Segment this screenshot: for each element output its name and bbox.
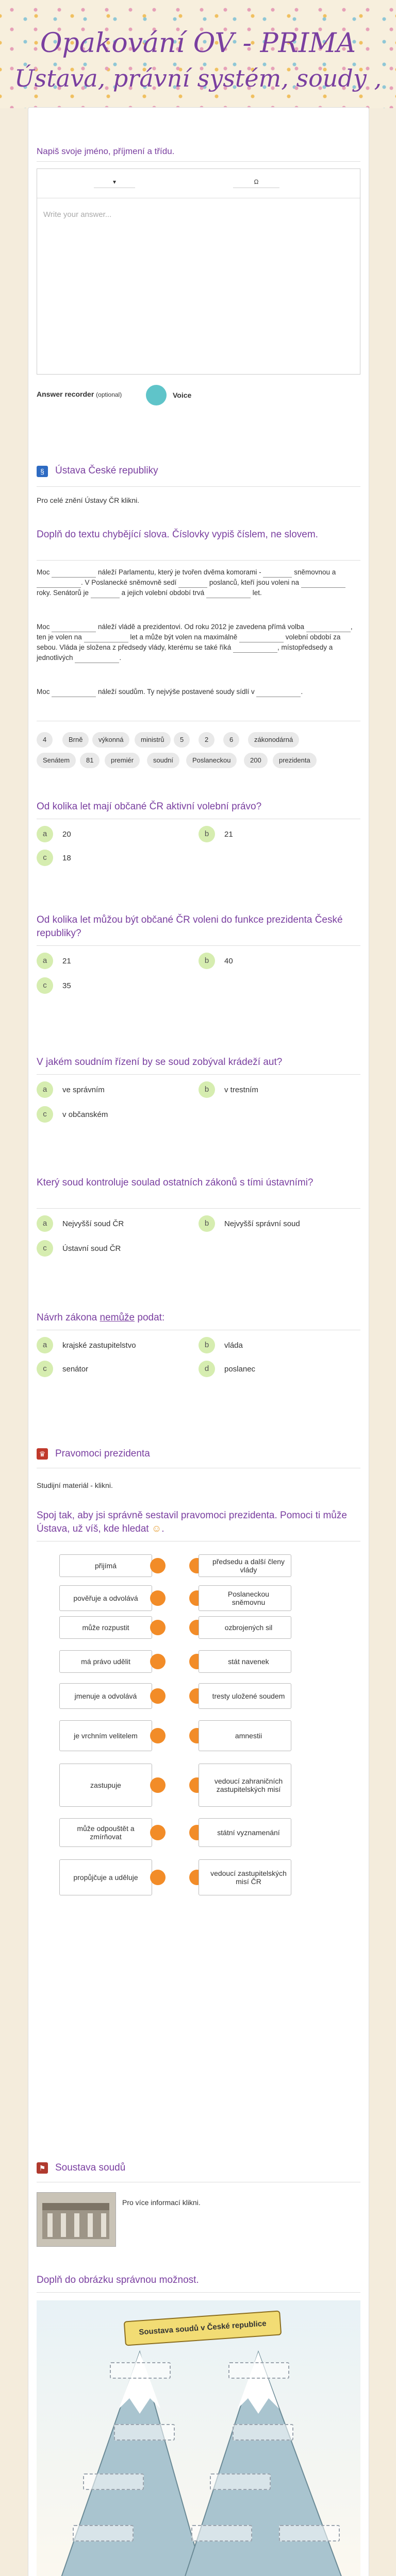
blank-input[interactable] xyxy=(301,580,345,588)
match-right-item[interactable]: amnestii xyxy=(199,1720,291,1751)
match-left-item[interactable]: přijímá xyxy=(59,1554,152,1577)
drop-slot[interactable] xyxy=(83,2473,144,2490)
worksheet-card xyxy=(28,107,369,2576)
blank-input[interactable] xyxy=(37,580,81,588)
voice-label: Voice xyxy=(173,391,192,399)
q-age-vote-title: Od kolika let mají občané ČR aktivní volební právo? xyxy=(37,801,262,812)
title-line-2: Ústava, právní systém, soudy , xyxy=(14,64,382,92)
answer-placeholder: Write your answer... xyxy=(43,210,112,219)
match-connector-dot[interactable] xyxy=(150,1590,166,1606)
divider xyxy=(37,945,360,946)
court-building-image[interactable] xyxy=(37,2192,116,2247)
blank-input[interactable] xyxy=(206,590,251,598)
toolbar-font-control[interactable]: ▾ xyxy=(94,178,135,188)
name-question-title: Napiš svoje jméno, příjmení a třídu. xyxy=(37,146,175,156)
match-connector-dot[interactable] xyxy=(150,1688,166,1704)
title-line-1: Opakování OV - PRIMA xyxy=(40,28,356,59)
match-right-item[interactable]: vedoucí zastupitelských misí ČR xyxy=(199,1859,291,1895)
blank-input[interactable] xyxy=(256,689,301,697)
recorder-label: Answer recorder (optional) xyxy=(37,390,122,398)
answer-option[interactable]: b 21 xyxy=(199,826,233,842)
answer-option[interactable]: b Nejvyšší správní soud xyxy=(199,1215,300,1232)
divider xyxy=(37,1074,360,1075)
microphone-icon[interactable] xyxy=(146,385,167,405)
match-left-item[interactable]: může rozpustit xyxy=(59,1616,152,1639)
answer-option[interactable]: b v trestním xyxy=(199,1081,258,1098)
blank-input[interactable] xyxy=(84,635,128,642)
word-chip[interactable]: 81 xyxy=(80,753,100,768)
section-courts-link[interactable]: Pro více informací klikni. xyxy=(122,2198,201,2207)
blank-input[interactable] xyxy=(52,689,96,697)
fill-paragraph-1: Moc náleží Parlamentu, který je tvořen dvěma komorami - sněmovnou a . V Poslanecké sněmovně sedí poslanců, kteří jsou voleni na roky. Senátorů je a jejich volební období trvá let. xyxy=(37,567,359,598)
match-left-item[interactable]: má právo udělit xyxy=(59,1650,152,1673)
blank-input[interactable] xyxy=(306,624,351,632)
paragraph-icon: § xyxy=(37,466,48,477)
divider xyxy=(37,1208,360,1209)
answer-option[interactable]: b 40 xyxy=(199,953,233,969)
section-ustava-link[interactable]: Pro celé znění Ústavy ČR klikni. xyxy=(37,496,140,504)
flag-icon: ⚑ xyxy=(37,2162,48,2174)
word-chip[interactable]: Brně xyxy=(62,732,89,748)
blank-input[interactable] xyxy=(91,590,120,598)
drop-slot[interactable] xyxy=(279,2525,340,2541)
match-right-item[interactable]: státní vyznamenání xyxy=(199,1818,291,1847)
match-right-item[interactable]: tresty uložené soudem xyxy=(199,1683,291,1709)
fill-paragraph-2: Moc náleží vládě a prezidentovi. Od roku 2012 je zavedena přímá volba , ten je volen na let a může být volen na maximálně volební období za sebou. Vláda je složena z předsedy vlády, kterému se také říká , místopředsedy a jednotlivých . xyxy=(37,622,359,663)
blank-input[interactable] xyxy=(52,624,96,632)
fill-paragraph-3: Moc náleží soudům. Ty nejvýše postavené soudy sídlí v . xyxy=(37,687,359,697)
drop-slot[interactable] xyxy=(110,2362,171,2379)
coat-of-arms-icon: ♛ xyxy=(37,1448,48,1460)
match-right-item[interactable]: stát navenek xyxy=(199,1650,291,1673)
formatting-toolbar xyxy=(37,169,360,198)
word-chip[interactable]: ministrů xyxy=(135,732,171,748)
answer-option[interactable]: b vláda xyxy=(199,1337,243,1353)
answer-option[interactable]: c 18 xyxy=(37,850,71,866)
divider xyxy=(37,486,360,487)
match-connector-dot[interactable] xyxy=(150,1870,166,1885)
word-chip[interactable]: 2 xyxy=(199,732,214,748)
word-chip[interactable]: 4 xyxy=(37,732,53,748)
match-question-title: Spoj tak, aby jsi správně sestavil pravomoci prezidenta. Pomoci ti může Ústava, už víš, kde hledat ☺. xyxy=(37,1510,347,1534)
word-chip[interactable]: výkonná xyxy=(92,732,129,748)
answer-option[interactable]: c Ústavní soud ČR xyxy=(37,1240,121,1257)
court-system-image xyxy=(37,2300,360,2576)
worksheet-title xyxy=(0,26,396,96)
blank-input[interactable] xyxy=(75,655,119,663)
match-right-item[interactable]: ozbrojených sil xyxy=(199,1616,291,1639)
match-left-item[interactable]: je vrchním velitelem xyxy=(59,1720,152,1751)
fill-question-title: Doplň do textu chybějící slova. Číslovky vypiš číslem, ne slovem. xyxy=(37,529,318,540)
answer-option[interactable]: a krajské zastupitelstvo xyxy=(37,1337,136,1353)
answer-option[interactable]: a 20 xyxy=(37,826,71,842)
answer-option[interactable]: c 35 xyxy=(37,977,71,994)
match-left-item[interactable]: zastupuje xyxy=(59,1764,152,1807)
match-connector-dot[interactable] xyxy=(150,1777,166,1793)
answer-option[interactable]: a Nejvyšší soud ČR xyxy=(37,1215,124,1232)
section-courts-title: Soustava soudů xyxy=(55,2162,126,2173)
blank-input[interactable] xyxy=(52,570,96,578)
divider xyxy=(37,560,360,561)
match-right-item[interactable]: Poslaneckou sněmovnu xyxy=(199,1585,291,1611)
answer-option[interactable]: a ve správním xyxy=(37,1081,105,1098)
drop-slot[interactable] xyxy=(73,2525,134,2541)
word-chip[interactable]: soudní xyxy=(147,753,179,768)
name-answer-box[interactable] xyxy=(37,168,360,375)
answer-option[interactable]: d poslanec xyxy=(199,1361,255,1377)
blank-input[interactable] xyxy=(233,645,277,653)
word-chip[interactable]: zákonodárná xyxy=(248,732,299,748)
match-right-item[interactable]: předsedu a další členy vlády xyxy=(199,1554,291,1577)
match-left-item[interactable]: jmenuje a odvolává xyxy=(59,1683,152,1709)
word-chip[interactable]: 6 xyxy=(223,732,239,748)
word-chip[interactable]: Senátem xyxy=(37,753,76,768)
q-age-president-title: Od kolika let můžou být občané ČR voleni do funkce prezidenta České republiky? xyxy=(37,914,343,939)
match-connector-dot[interactable] xyxy=(150,1728,166,1743)
match-left-item[interactable]: propůjčuje a uděluje xyxy=(59,1859,152,1895)
divider xyxy=(37,161,360,162)
divider xyxy=(37,2292,360,2293)
q-constitution-title: Který soud kontroluje soulad ostatních zákonů s tími ústavními? xyxy=(37,1177,314,1188)
word-chip[interactable]: 200 xyxy=(244,753,268,768)
section-ustava-title: Ústava České republiky xyxy=(55,465,158,476)
word-chip[interactable]: Poslaneckou xyxy=(186,753,237,768)
answer-option[interactable]: a 21 xyxy=(37,953,71,969)
header-banner xyxy=(0,0,396,108)
blank-input[interactable] xyxy=(239,635,284,642)
match-connector-dot[interactable] xyxy=(150,1654,166,1669)
drop-slot[interactable] xyxy=(233,2424,293,2441)
image-question-title: Doplň do obrázku správnou možnost. xyxy=(37,2275,199,2285)
smile-icon: ☺ xyxy=(151,1523,162,1534)
answer-option[interactable]: c senátor xyxy=(37,1361,88,1377)
match-connector-dot[interactable] xyxy=(150,1558,166,1573)
drop-slot[interactable] xyxy=(210,2473,271,2490)
match-left-item[interactable]: pověřuje a odvolává xyxy=(59,1585,152,1611)
q-court-title: V jakém soudním řízení by se soud zobýval krádeží aut? xyxy=(37,1057,283,1067)
match-connector-dot[interactable] xyxy=(150,1825,166,1840)
blank-input[interactable] xyxy=(263,570,292,578)
drop-slot[interactable] xyxy=(191,2525,252,2541)
match-right-item[interactable]: vedoucí zahraničních zastupitelských misí xyxy=(199,1764,291,1807)
word-chip[interactable]: prezidenta xyxy=(273,753,317,768)
drop-slot[interactable] xyxy=(114,2424,175,2441)
toolbar-size-control[interactable]: Ω xyxy=(233,178,279,188)
q-proposal-title: Návrh zákona nemůže podat: xyxy=(37,1312,165,1323)
word-chip[interactable]: 5 xyxy=(174,732,190,748)
drop-slot[interactable] xyxy=(228,2362,289,2379)
blank-input[interactable] xyxy=(178,580,207,588)
section-president-link[interactable]: Studijní materiál - klikni. xyxy=(37,1481,113,1489)
word-chip[interactable]: premiér xyxy=(105,753,140,768)
image-title-banner: Soustava soudů v České republice xyxy=(124,2310,282,2346)
section-president-title: Pravomoci prezidenta xyxy=(55,1448,150,1459)
match-connector-dot[interactable] xyxy=(150,1620,166,1635)
match-left-item[interactable]: může odpouštět a zmírňovat xyxy=(59,1818,152,1847)
answer-option[interactable]: c v občanském xyxy=(37,1106,108,1123)
